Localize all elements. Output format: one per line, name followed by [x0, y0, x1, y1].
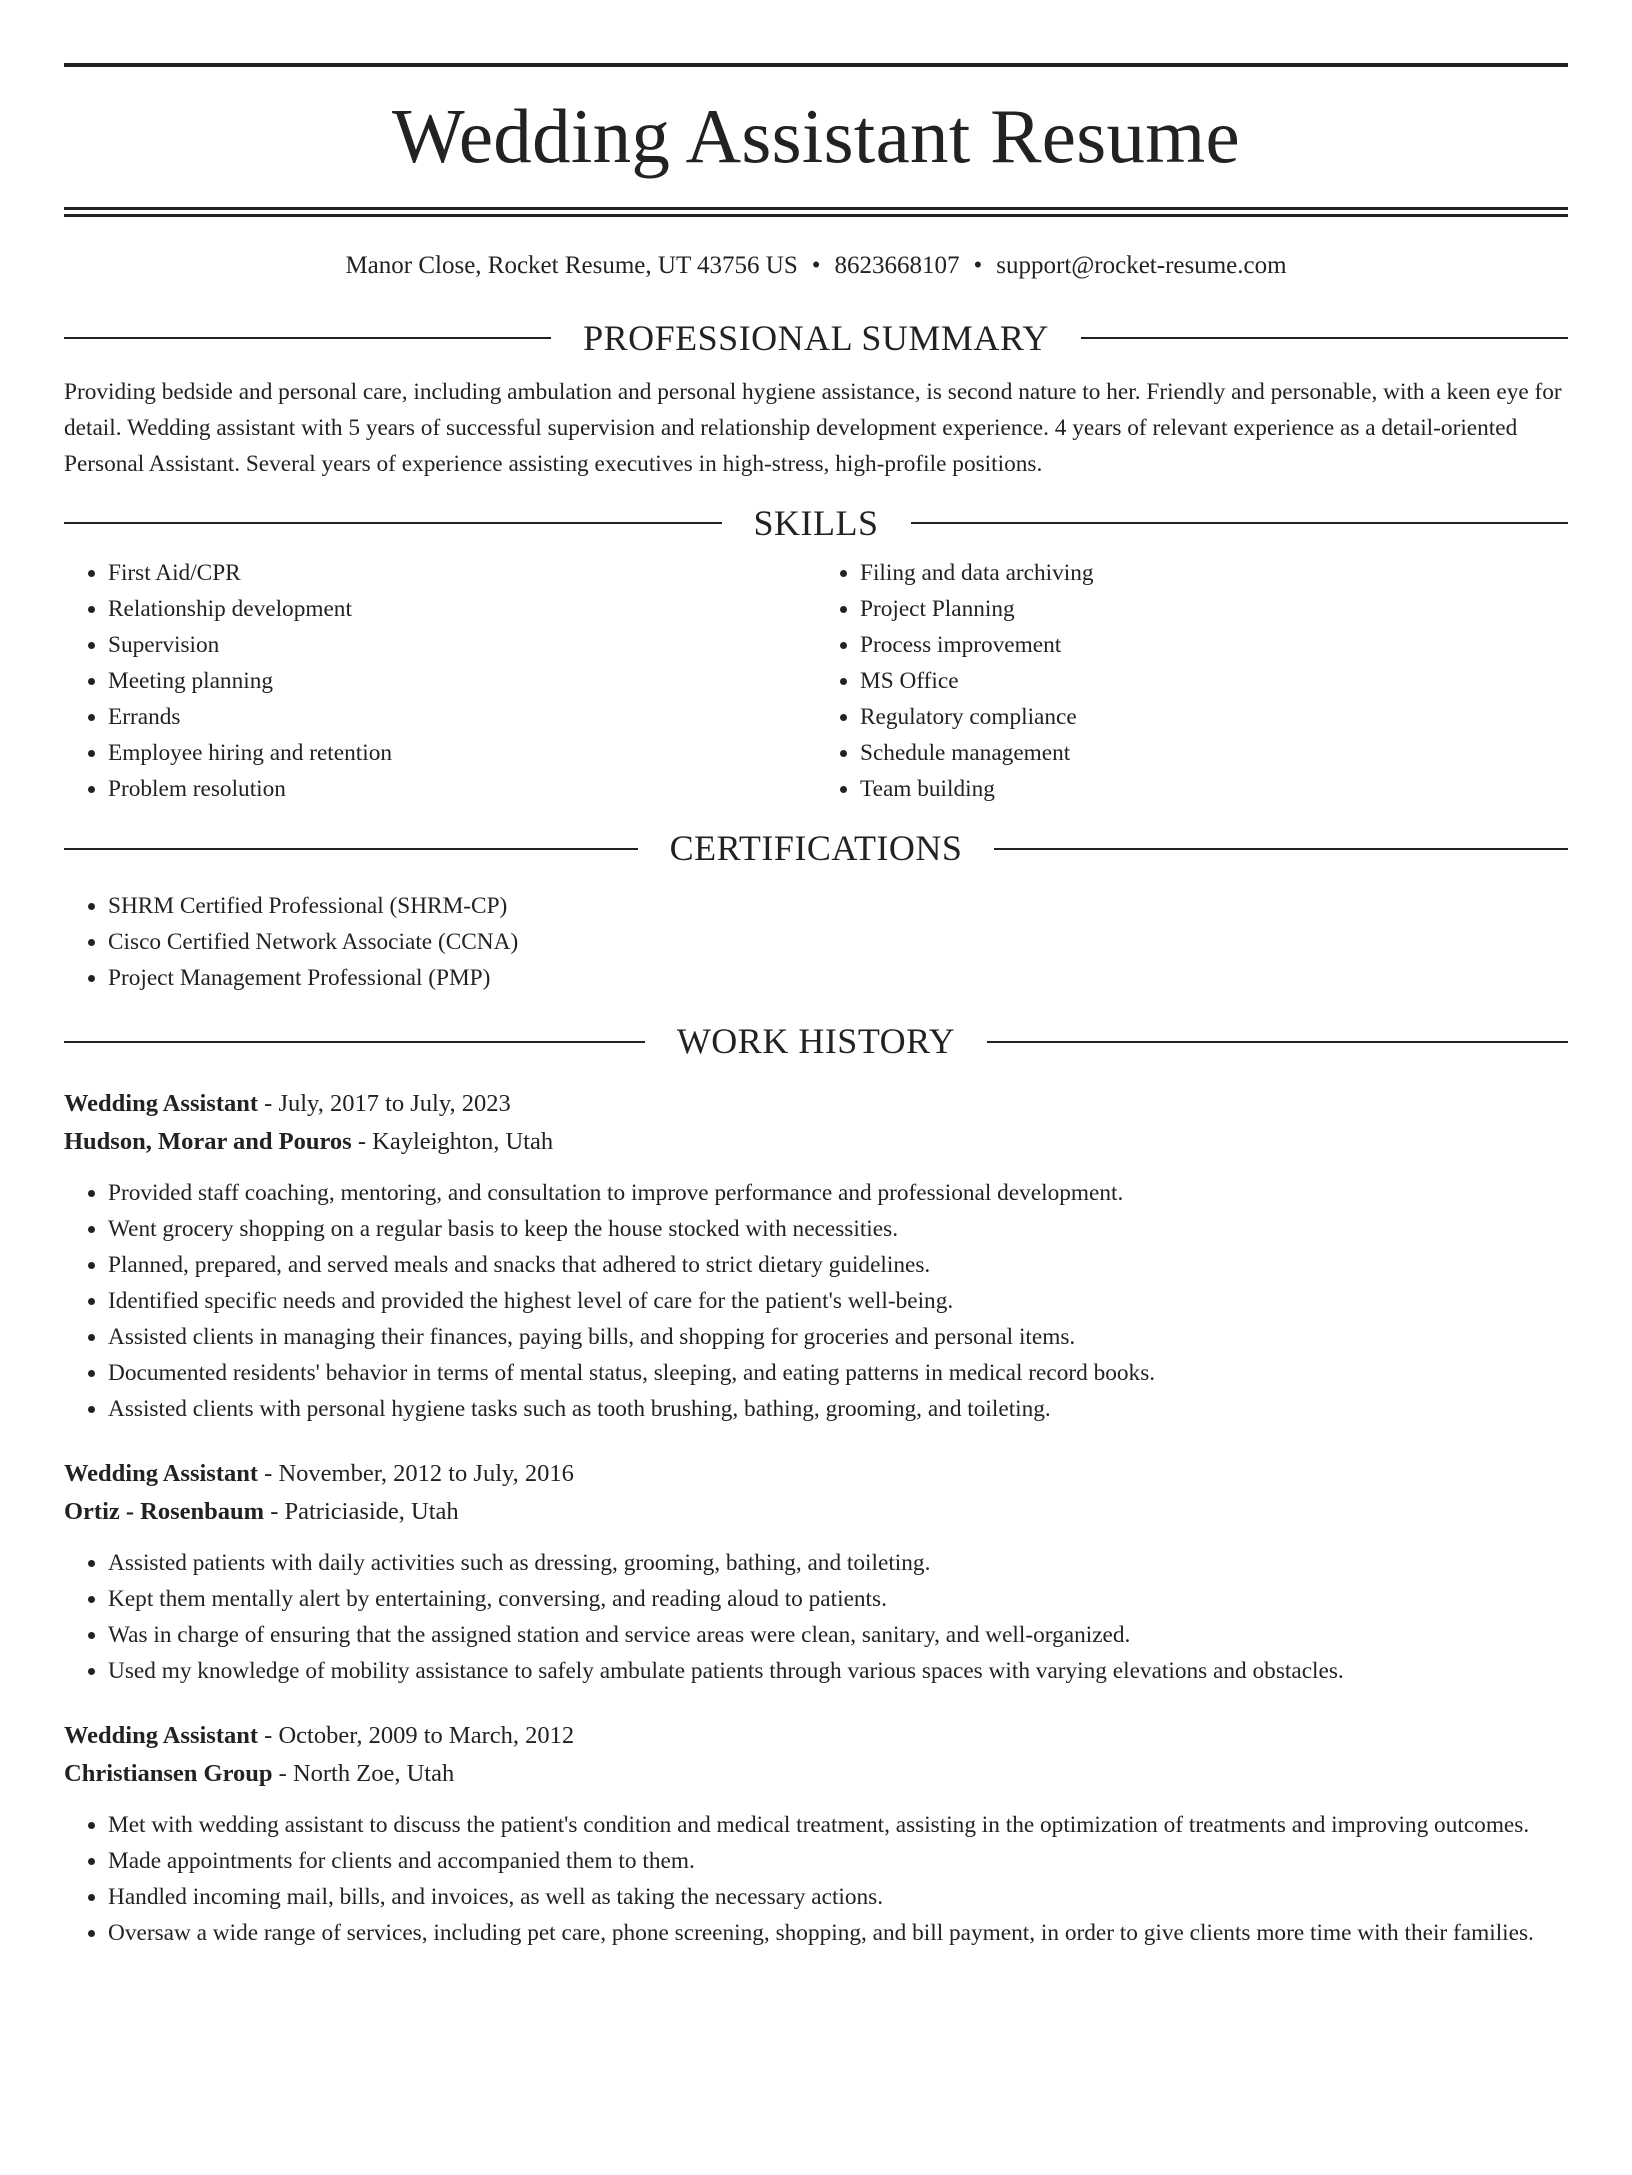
section-rule [994, 848, 1568, 850]
job-duty-item: • Kept them mentally alert by entertaining, conversing, and reading aloud to patients. [108, 1581, 1568, 1617]
section-rule [64, 522, 722, 524]
job-entry [64, 1717, 1568, 1951]
contact-separator: • [973, 251, 983, 279]
skills-grid [64, 555, 1568, 807]
skills-list-right [816, 555, 1568, 807]
resume-page [0, 63, 1632, 2175]
job-duty-item: • Provided staff coaching, mentoring, and consultation to improve performance and professional development. [108, 1175, 1568, 1211]
contact-phone: 8623668107 [834, 251, 960, 279]
skill-item: • Project Planning [860, 591, 1568, 627]
job-duty-item: • Handled incoming mail, bills, and invoices, as well as taking the necessary actions. [108, 1879, 1568, 1915]
job-entry [64, 1085, 1568, 1427]
job-location: - Patriciaside, Utah [264, 1498, 459, 1526]
job-duties-list [64, 1807, 1568, 1951]
job-duties-list [64, 1175, 1568, 1427]
work-history-heading: WORK HISTORY [676, 1021, 956, 1062]
skill-item: • Meeting planning [108, 663, 816, 699]
job-entry [64, 1455, 1568, 1689]
job-title: Wedding Assistant [64, 1722, 259, 1750]
contact-email: support@rocket-resume.com [996, 251, 1287, 279]
skill-item: • Problem resolution [108, 771, 816, 807]
job-company: Ortiz - Rosenbaum [64, 1498, 265, 1526]
contact-separator: • [811, 251, 821, 279]
skill-item: • Employee hiring and retention [108, 735, 816, 771]
job-duty-item: • Used my knowledge of mobility assistance to safely ambulate patients through various spaces with varying elevations and obstacles. [108, 1653, 1568, 1689]
certifications-heading: CERTIFICATIONS [669, 827, 963, 868]
skill-item: • Relationship development [108, 591, 816, 627]
certification-item: • SHRM Certified Professional (SHRM-CP) [108, 888, 1568, 924]
certification-item: • Cisco Certified Network Associate (CCNA) [108, 924, 1568, 960]
job-duty-item: • Assisted patients with daily activities such as dressing, grooming, bathing, and toileting. [108, 1545, 1568, 1581]
job-title: Wedding Assistant [64, 1090, 259, 1118]
skill-item: • Schedule management [860, 735, 1568, 771]
section-rule [64, 848, 638, 850]
top-rule [64, 63, 1568, 67]
skill-item: • Regulatory compliance [860, 699, 1568, 735]
job-dates: - October, 2009 to March, 2012 [258, 1722, 575, 1750]
contact-line [64, 251, 1568, 281]
summary-section-header [64, 317, 1568, 360]
skill-item: • MS Office [860, 663, 1568, 699]
skill-item: • Filing and data archiving [860, 555, 1568, 591]
job-company: Hudson, Morar and Pouros [64, 1128, 352, 1156]
job-duty-item: • Planned, prepared, and served meals and snacks that adhered to strict dietary guidelines. [108, 1247, 1568, 1283]
job-title-line [64, 1717, 1568, 1755]
certifications-section-header [64, 827, 1568, 870]
job-duty-item: • Assisted clients with personal hygiene tasks such as tooth brushing, bathing, grooming, and toileting. [108, 1391, 1568, 1427]
skills-section-header [64, 502, 1568, 545]
skills-list-left [64, 555, 816, 807]
job-company: Christiansen Group [64, 1760, 273, 1788]
job-company-line [64, 1493, 1568, 1531]
skills-heading: SKILLS [753, 502, 879, 543]
certification-item: • Project Management Professional (PMP) [108, 960, 1568, 996]
job-duty-item: • Documented residents' behavior in terms of mental status, sleeping, and eating patterns in medical record books. [108, 1355, 1568, 1391]
job-duty-item: • Made appointments for clients and accompanied them to them. [108, 1843, 1568, 1879]
skill-item: • First Aid/CPR [108, 555, 816, 591]
section-rule [64, 337, 551, 339]
job-company-line [64, 1755, 1568, 1793]
skill-item: • Team building [860, 771, 1568, 807]
section-rule [64, 1041, 645, 1043]
job-title: Wedding Assistant [64, 1460, 259, 1488]
skill-item: • Errands [108, 699, 816, 735]
job-duty-item: • Went grocery shopping on a regular basis to keep the house stocked with necessities. [108, 1211, 1568, 1247]
page-title: Wedding Assistant Resume [392, 93, 1240, 179]
job-dates: - July, 2017 to July, 2023 [258, 1090, 511, 1118]
section-rule [987, 1041, 1568, 1043]
job-duty-item: • Oversaw a wide range of services, including pet care, phone screening, shopping, and bill payment, in order to give clients more time with their families. [108, 1915, 1568, 1951]
job-company-line [64, 1123, 1568, 1161]
summary-heading: PROFESSIONAL SUMMARY [583, 317, 1049, 358]
job-title-line [64, 1455, 1568, 1493]
contact-address: Manor Close, Rocket Resume, UT 43756 US [345, 251, 798, 279]
job-duty-item: • Identified specific needs and provided the highest level of care for the patient's well-being. [108, 1283, 1568, 1319]
job-duties-list [64, 1545, 1568, 1689]
section-rule [1081, 337, 1568, 339]
job-duty-item: • Met with wedding assistant to discuss the patient's condition and medical treatment, assisting in the optimization of treatments and improving outcomes. [108, 1807, 1568, 1843]
skill-item: • Supervision [108, 627, 816, 663]
summary-text: Providing bedside and personal care, including ambulation and personal hygiene assistance, is second nature to her. Friendly and personable, with a keen eye for detail. Wedding assistant with 5 years of successful supervision and relationship development experience. 4 years of relevant experience as a detail-oriented Personal Assistant. Several years of experience assisting executives in high-stress, high-profile positions. [64, 378, 1562, 477]
certifications-list [64, 888, 1568, 996]
job-duty-item: • Was in charge of ensuring that the assigned station and service areas were clean, sanitary, and well-organized. [108, 1617, 1568, 1653]
work-history-section-header [64, 1020, 1568, 1063]
skill-item: • Process improvement [860, 627, 1568, 663]
job-title-line [64, 1085, 1568, 1123]
title-double-rule [64, 207, 1568, 217]
job-dates: - November, 2012 to July, 2016 [258, 1460, 574, 1488]
section-rule [911, 522, 1569, 524]
job-location: - Kayleighton, Utah [351, 1128, 554, 1156]
job-location: - North Zoe, Utah [272, 1760, 455, 1788]
job-duty-item: • Assisted clients in managing their finances, paying bills, and shopping for groceries and personal items. [108, 1319, 1568, 1355]
